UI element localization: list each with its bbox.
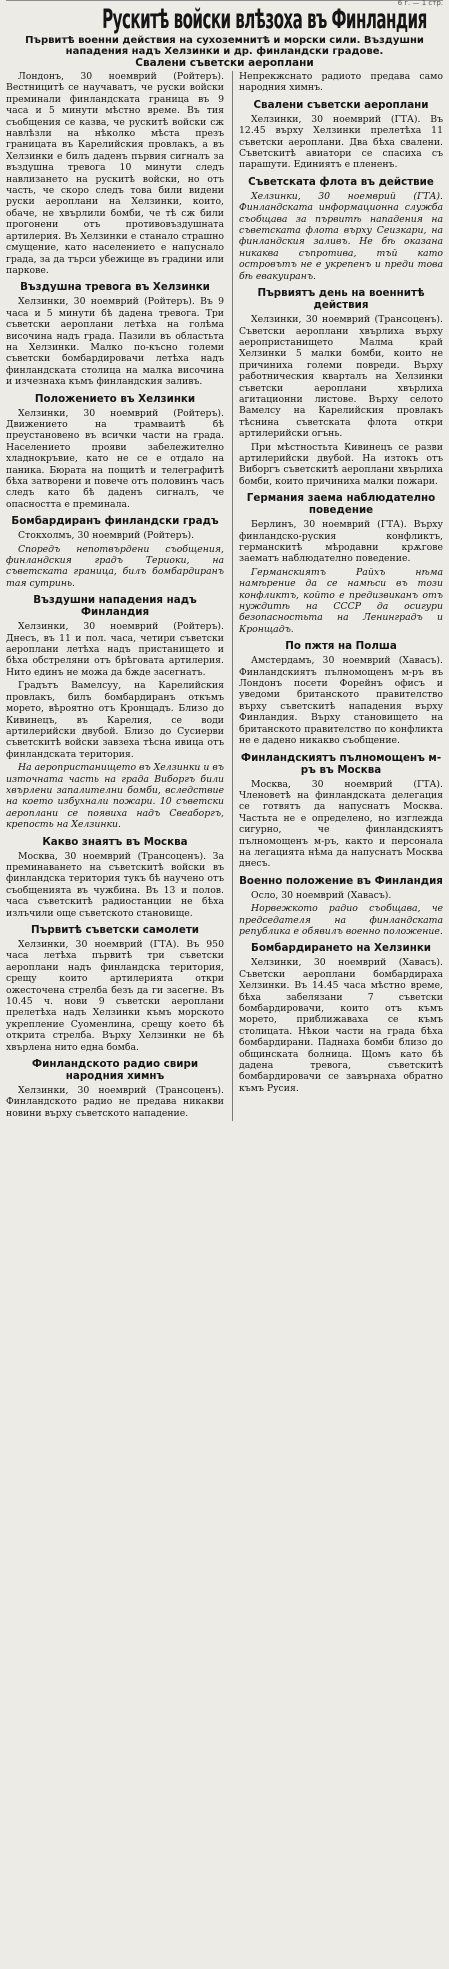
section-italic-paragraph: Норвежкото радио съобщава, че председателя на финландската република е обявилъ военно положение.	[239, 903, 443, 937]
section-headline: Въздушни нападения надъ Финландия	[33, 594, 197, 619]
section-headline: Въздушна тревога въ Хелзинки	[20, 281, 210, 294]
sub-headline-2: Свалени съветски аероплани	[135, 57, 314, 69]
section-paragraph: Хелзинки, 30 ноемврий (Ройтеръ). Въ 9 часа и 5 минути бѣ дадена тревога. Три съветски аероплани летѣха на голѣма височина надъ града. Пазили въ областьта на Хелзинки. Малко по-късно големи съветски бомбардировачи летѣха надъ финландската столица на малка височина и изчезнаха къмъ финландския заливъ.	[6, 296, 224, 388]
section-paragraph: Хелзинки, 30 ноемврий (Трансоценъ). Финландското радио не предава никакви новини върху съветското нападение.	[6, 1085, 224, 1119]
section-paragraph: Хелзинки, 30 ноемврий (Ройтеръ). Днесъ, въ 11 и пол. часа, четири съветски аероплани летѣха надъ пристанището и бѣха обстреляни отъ брѣговата артилерия. Нито единъ не можа да бжде засегнатъ.	[6, 621, 224, 678]
section-italic-paragraph: Споредъ непотвърдени съобщения, финландския градъ Териоки, на съветската граница, билъ бомбардиранъ тая сутринь.	[6, 543, 224, 589]
section-headline: Положението въ Хелзинки	[34, 392, 196, 405]
section-paragraph: Градътъ Вамелсуу, на Карелийския провлакъ, билъ бомбардиранъ откъмъ морето, вѣроятно отъ Кронщадъ. Близо до Кивинецъ, въ Карелия, се води артилерийски двубой. Близо до Сусиерви съветскитѣ войски завзеха тѣсна ивица отъ финландската територия.	[6, 680, 224, 760]
section-paragraph: Амстердамъ, 30 ноемврий (Хавасъ). Финландскиятъ пълномощенъ м-ръ въ Лондонъ посети Форейнъ офисъ и уведоми британското правителство върху съветскитѣ нападения върху Финландия. Върху становището на британското правителство по конфликта не е дадено никакво съобщение.	[239, 655, 443, 747]
right-column	[232, 71, 443, 1121]
section-headline: Съветската флота въ действие	[248, 175, 434, 188]
section-paragraph: Хелзинки, 30 ноемврий (Трансоценъ). Съветски аероплани хвърлиха върху аеропристанището Малма край Хелзинки 5 малки бомби, които не причиниха големи повреди. Върху работническия кварталъ на Хелзинки съветски аероплани хвърлиха агитационни листове. Върху селото Вамелсу на Карелийския провлакъ тѣснина съветската флота откри артилерийски огънь.	[239, 314, 443, 440]
section-headline: Бомбардирането на Хелзинки	[250, 942, 432, 955]
section-paragraph: Берлинъ, 30 ноемврий (ГТА). Върху финландско-руския конфликтъ, германскитѣ мѣродавни крѫгове заематъ наблюдателно поведение.	[239, 519, 443, 565]
section-headline: Военно положение въ Финландия	[239, 874, 443, 887]
page-corner-mark: 6 г. — 1 стр.	[397, 0, 443, 7]
section-paragraph: Хелзинки, 30 ноемврий (Ройтеръ). Движението на трамваитѣ бѣ преустановено въ всички части на града. Населението прояви забележително хладнокръвие, като не се е отдало на паника. Бюрата на пощитѣ и телеграфитѣ бѣха затворени и повече отъ половинъ часъ следъ като бѣ даденъ сигналъ, че опасността е преминала.	[6, 407, 224, 510]
section-headline: Финландскиятъ пълномощенъ м-ръ въ Москва	[240, 751, 442, 776]
section-headline: Свалени съветски аероплани	[253, 98, 429, 111]
section-headline: По пжтя на Полша	[285, 640, 397, 653]
section-italic-paragraph: Хелзинки, 30 ноемврий (ГТА). Финландската информационна служба съобщава за първитѣ нападения на съветската флота върху Сеизкари, на финландския заливъ. Не бѣ оказана никаква съпротива, тъй като островътъ не е укрепенъ и преди това бѣ евакуиранъ.	[239, 190, 443, 282]
section-paragraph: Москва, 30 ноемврий (ГТА). Членоветѣ на финландската делегация се готвятъ да напуснатъ Москва. Частьта не е определено, но изглежда сигурно, че финландскиятъ пълномощенъ м-ръ, както и персонала на легацията нѣма да напуснатъ Москва днесъ.	[239, 778, 443, 870]
main-headline: Рускитѣ войски влѣзоха въ Финландия	[102, 4, 427, 35]
section-paragraph: Хелзинки, 30 ноемврий (ГТА). Въ 12.45 върху Хелзинки прелетѣха 11 съветски аероплани. Два бѣха свалени. Съветскитѣ авиатори се спасиха съ парашути. Единиятъ е плененъ.	[239, 113, 443, 171]
section-headline: Германия заема наблюдателно поведение	[246, 492, 436, 517]
sub-headline: Първитѣ военни действия на сухоземнитѣ и морски сили. Въздушни нападения надъ Хелзинки и др. финландски градове.	[25, 35, 424, 57]
section-headline: Първитѣ съветски самолети	[30, 924, 200, 936]
section-paragraph: Хелзинки, 30 ноемврий (Хавасъ). Съветски аероплани бомбардираха Хелзинки. Въ 14.45 часа мѣстно време, бѣха забелязани 7 съветски бомбардировачи, които отъ къмъ морето, приближаваха се къмъ столицата. Нѣкои части на града бѣха бомбардирани. Паднаха бомби близо до общинската болница. Щомъ като бѣ дадена тревога, съветскитѣ бомбардировачи се завърнаха обратно къмъ Русия.	[239, 957, 443, 1094]
section-paragraph: Стокхолмъ, 30 ноемврий (Ройтеръ).	[18, 530, 195, 542]
section-paragraph: Москва, 30 ноемврий (Трансоценъ). За преминаването на съветскитѣ войски въ финландска територия тукъ бѣ научено отъ съобщенията въ чужбина. Въ 13 и полов. часа съветскитѣ радиостанции не бѣха излъчили още съветското становище.	[6, 850, 224, 919]
section-italic-paragraph: Германскиятъ Райхъ нѣма намѣрение да се намѣси въ този конфликтъ, който е предизвиканъ отъ нуждитѣ на СССР да осигури безопасностьта на Ленинградъ и Кронщадъ.	[239, 566, 443, 635]
section-headline: Какво знаятъ въ Москва	[42, 835, 188, 848]
article-columns	[0, 71, 449, 1121]
section-headline: Бомбардиранъ финландски градъ	[11, 515, 219, 528]
section-italic-paragraph: На аеропристанището въ Хелзинки и въ източната часть на града Виборгъ били хвърлени запалителни бомби, вследствие на което избухнали пожари. 10 съветски аероплани се появиха надъ Свеаборгъ, крепость на Хелзинки.	[6, 762, 224, 831]
section-paragraph: Осло, 30 ноемврий (Хавасъ).	[251, 889, 392, 901]
left-column	[6, 71, 224, 1121]
continued-paragraph: Непрекжснато радиото предава само народния химнъ.	[239, 71, 443, 94]
section-headline: Първиятъ день на военнитѣ действия	[257, 287, 425, 312]
section-paragraph: Хелзинки, 30 ноемврий (ГТА). Въ 950 часа летѣха първитѣ три съветски аероплани надъ финландска територия, срещу които артилерията откри ожесточена стрелба безъ да ги засегне. Въ 10.45 ч. нови 9 съветски аероплани прелетѣха надъ Хелзинки къмъ морското укрепление Суоменлина, срещу което бѣ открита стрелба. Върху Хелзинки не бѣ хвърлена нито една бомба.	[6, 939, 224, 1053]
section-paragraph: При мѣстностьта Кивинецъ се разви артилерийски двубой. На изтокъ отъ Виборгъ съветскитѣ аероплани хвърлиха бомби, които причиниха малки пожари.	[239, 441, 443, 487]
section-headline: Финландското радио свири народния химнъ	[31, 1058, 199, 1083]
masthead	[0, 1, 449, 71]
lead-paragraph: Лондонъ, 30 ноемврий (Ройтеръ). Вестницитѣ се научаватъ, че руски войски преминали финландската граница въ 9 часа и 5 минути мѣстно време. Въ тия съобщения се казва, че рускитѣ войски сж навлѣзли на нѣколко мѣста презъ границата въ Карелийския провлакъ, а въ Хелзинки е билъ даденъ първия сигналъ за въздушна тревога 10 минути следъ навлизането на рускитѣ войски, но отъ часть, че скоро следъ това били видени руски аероплани на Хелзинки, които, обаче, не хвърлили бомби, че тѣ сж били прогонени отъ противовъздушната артилерия. Въ Хелзинки е станало страшно смущение, като населението е напуснало града, за да търси убежище въ градини или паркове.	[6, 71, 224, 276]
